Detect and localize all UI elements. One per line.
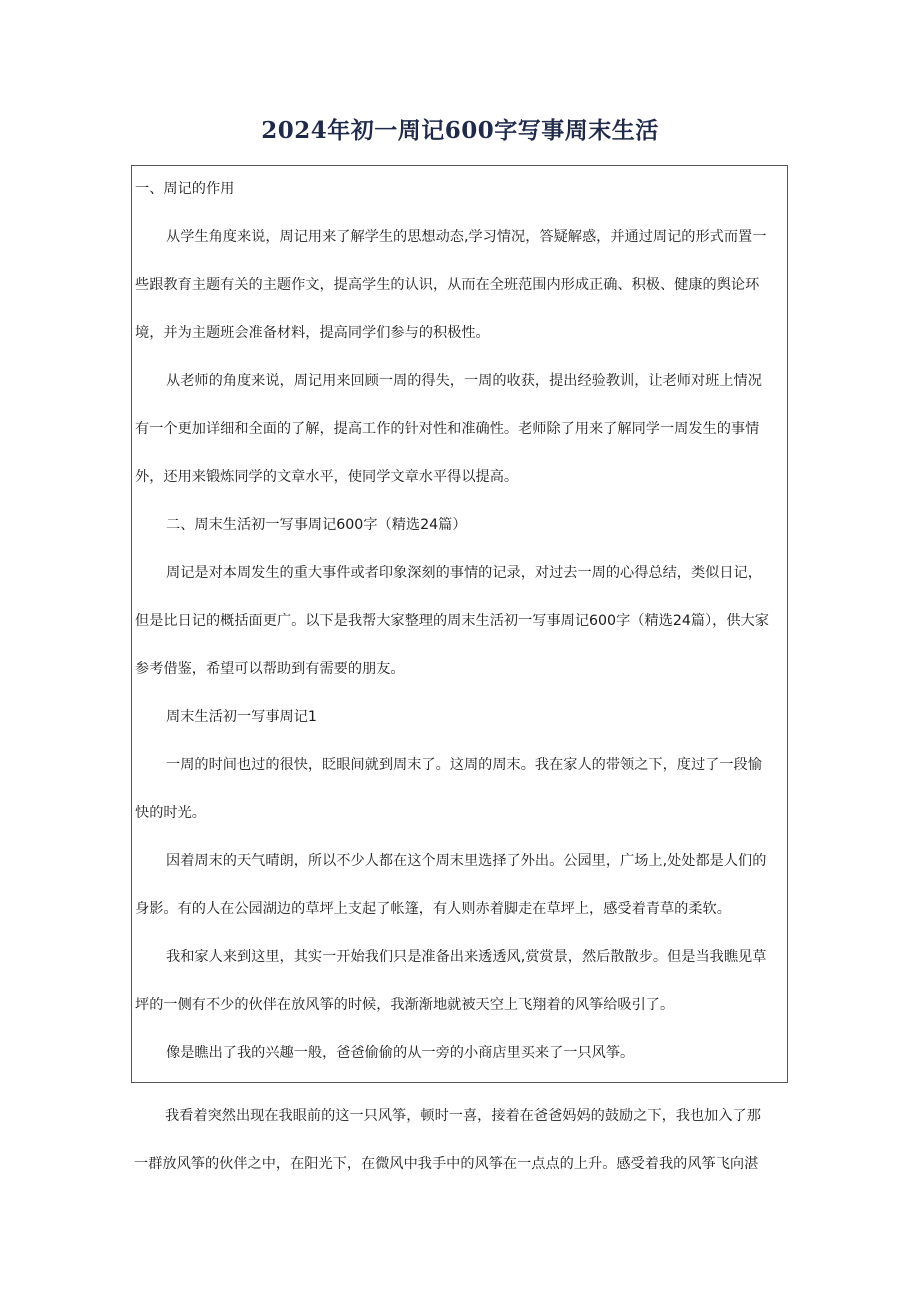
paragraph-line: 坪的一侧有不少的伙伴在放风筝的时候，我渐渐地就被天空上飞翔着的风筝给吸引了。: [135, 997, 675, 1013]
paragraph-line: 我和家人来到这里，其实一开始我们只是准备出来透透风,赏赏景，然后散散步。但是当我瞧见草: [166, 949, 767, 965]
paragraph-line: 境，并为主题班会准备材料，提高同学们参与的积极性。: [135, 325, 490, 341]
paragraph-line: 快的时光。: [135, 805, 206, 821]
paragraph-line: 些跟教育主题有关的主题作文，提高学生的认识，从而在全班范围内形成正确、积极、健康的舆论环: [135, 277, 760, 293]
paragraph-line: 但是比日记的概括面更广。以下是我帮大家整理的周末生活初一写事周记600字（精选24篇），供大家: [135, 613, 769, 629]
section-heading: 二、周末生活初一写事周记600字（精选24篇）: [166, 517, 467, 533]
paragraph-line: 参考借鉴，希望可以帮助到有需要的朋友。: [135, 661, 405, 677]
paragraph-line: 从老师的角度来说，周记用来回顾一周的得失，一周的收获，提出经验教训，让老师对班上情况: [166, 373, 762, 389]
paragraph-line: 外，还用来锻炼同学的文章水平，使同学文章水平得以提高。: [135, 469, 519, 485]
document-title: 2024年初一周记600字写事周末生活: [261, 117, 659, 144]
paragraph-line: 我看着突然出现在我眼前的这一只风筝，顿时一喜，接着在爸爸妈妈的鼓励之下，我也加入了那: [165, 1108, 761, 1124]
section-heading: 一、周记的作用: [135, 181, 235, 197]
paragraph-line: 有一个更加详细和全面的了解，提高工作的针对性和准确性。老师除了用来了解同学一周发生的事情: [135, 421, 760, 437]
paragraph-line: 像是瞧出了我的兴趣一般，爸爸偷偷的从一旁的小商店里买来了一只风筝。: [166, 1045, 635, 1061]
paragraph-line: 一群放风筝的伙伴之中，在阳光下，在微风中我手中的风筝在一点点的上升。感受着我的风筝飞向湛: [134, 1156, 759, 1172]
paragraph-line: 周记是对本周发生的重大事件或者印象深刻的事情的记录，对过去一周的心得总结，类似日记，: [166, 565, 762, 581]
essay-title: 周末生活初一写事周记1: [166, 709, 317, 725]
paragraph-line: 一周的时间也过的很快，眨眼间就到周末了。这周的周末。我在家人的带领之下，度过了一段愉: [166, 757, 762, 773]
paragraph-line: 身影。有的人在公园湖边的草坪上支起了帐篷，有人则赤着脚走在草坪上，感受着青草的柔软。: [135, 901, 731, 917]
paragraph-line: 因着周末的天气晴朗，所以不少人都在这个周末里选择了外出。公园里，广场上,处处都是人们的: [166, 853, 767, 869]
content-box: [131, 165, 788, 1083]
paragraph-line: 从学生角度来说，周记用来了解学生的思想动态,学习情况，答疑解惑，并通过周记的形式而置一: [166, 229, 767, 245]
